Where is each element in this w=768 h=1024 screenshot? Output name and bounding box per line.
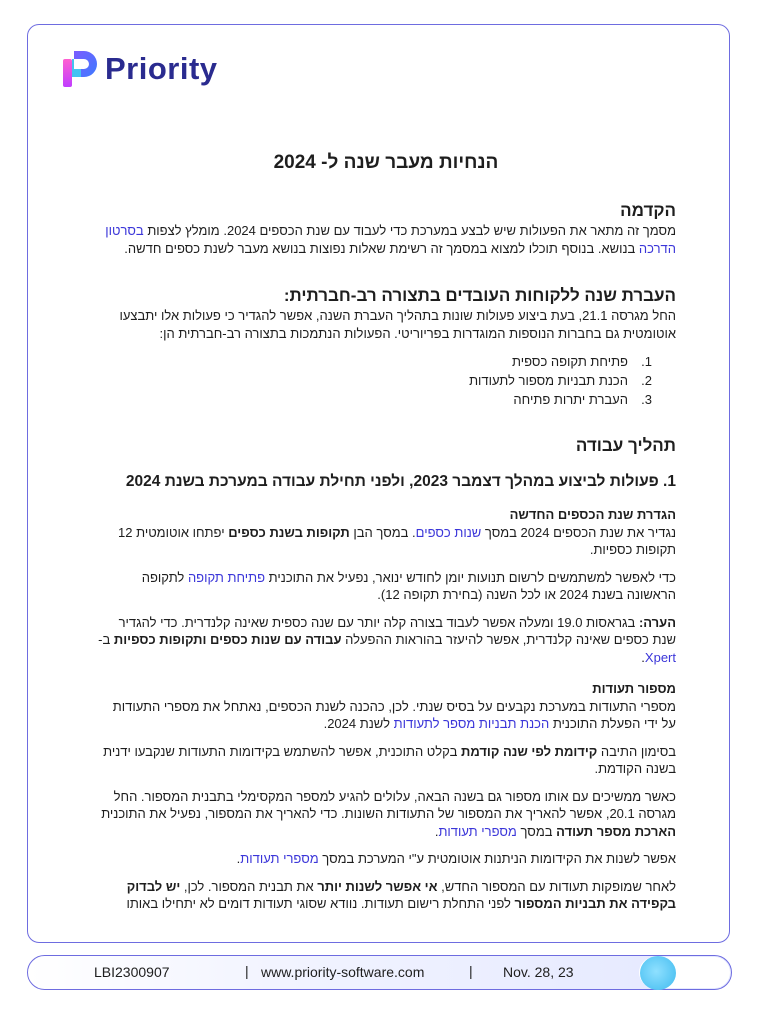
document-title: הנחיות מעבר שנה ל- 2024 xyxy=(273,152,499,173)
list-item: 1. פתיחת תקופה כספית xyxy=(512,354,652,369)
extend-numbering-paragraph: כאשר ממשיכים עם אותו מספור גם בשנה הבאה, עלולים להגיע למספר המקסימלי בתבנית המספור. החל מגרסה 20.1, אפשר להאריך את המספור של התעודות השונות. כדי להאריך את המספור, נפעיל את התוכנית הארכת מספר תעודה במסך מספרי תעודות. xyxy=(101,788,676,839)
multi-company-paragraph: החל מגרסה 21.1, בעת ביצוע פעולות שונות בתהליך העברת השנה, אפשר להגדיר כי פעולות אלו יתבצעו אוטומטית גם בחברות הנוספות המוגדרות בפריוריטי. הפעולות הנתמכות בתצורה רב-חברתית הן: xyxy=(119,308,676,341)
priority-logo xyxy=(62,50,218,88)
list-item: 2. הכנת תבניות מספור לתעודות xyxy=(469,373,652,388)
footer-url[interactable]: www.priority-software.com xyxy=(261,964,425,980)
note-paragraph: הערה: בגראסות 19.0 ומעלה אפשר לעבוד בצורה קלה יותר עם שנה כספית שאינה קלנדרית. כדי להגדיר שנת כספים שאינה קלנדרית, אפשר להיעזר בהוראות ההפעלה עבודה עם שנות כספים ותקופות כספיות ב- Xpert. xyxy=(98,614,676,665)
process-heading: תהליך עבודה xyxy=(575,436,676,455)
brand-name: Priority xyxy=(105,51,218,86)
footer-separator: | xyxy=(245,963,249,979)
multi-company-list xyxy=(96,352,676,409)
open-period-paragraph: כדי לאפשר למשתמשים לרשום תנועות יומן לחודש ינואר, נפעיל את התוכנית פתיחת תקופה לתקופה הראשונה בשנת 2024 או לכל השנה (בחירת תקופה 12). xyxy=(141,569,676,602)
footer-separator: | xyxy=(469,963,473,979)
document-body xyxy=(96,150,676,920)
intro-paragraph: מסמך זה מתאר את הפעולות שיש לבצע במערכת כדי לעבוד עם שנת הכספים 2024. מומלץ לצפות בסרטון הדרכה בנושא. בנוסף תוכלו למצוא במסמך זה רשימת שאלות נפוצות בנושא מעבר לשנת כספים חדשה. xyxy=(105,223,676,256)
xpert-link[interactable]: Xpert xyxy=(644,649,676,665)
numbering-warning-paragraph: לאחר שמופקות תעודות עם המספור החדש, אי אפשר לשנות יותר את תבנית המספור. לכן, יש לבדוק בקפידה את תבניות המספור לפני התחלת רישום תעודות. נוודא שסוגי תעודות דומים לא יתחילו באותו xyxy=(126,878,676,911)
doc-numbering-heading: מספור תעודות xyxy=(592,681,676,696)
doc-numbers-link-2[interactable]: מספרי תעודות xyxy=(240,851,319,866)
note-label: הערה: xyxy=(638,614,676,630)
fiscal-year-paragraph: נגדיר את שנת הכספים 2024 במסך שנות כספים. במסך הבן תקופות בשנת כספים יפתחו אוטומטית 12 תקופות כספיות. xyxy=(118,524,676,557)
fiscal-year-heading: הגדרת שנת הכספים החדשה xyxy=(509,507,676,522)
doc-numbers-link[interactable]: מספרי תעודות xyxy=(438,823,517,839)
fiscal-years-link[interactable]: שנות כספים xyxy=(415,524,482,540)
footer-dot-icon xyxy=(640,956,676,990)
multi-company-heading: העברת שנה ללקוחות העובדים בתצורה רב-חברתית: xyxy=(283,286,676,305)
doc-numbering-paragraph: מספרי התעודות במערכת נקבעים על בסיס שנתי. לכן, כהכנה לשנת הכספים, נאתחל את מספרי התעודות על ידי הפעלת התוכנית הכנת תבניות מספר לתעודות לשנת 2024. xyxy=(112,698,676,731)
numbering-templates-link[interactable]: הכנת תבניות מספר לתעודות xyxy=(393,716,550,731)
open-period-link[interactable]: פתיחת תקופה xyxy=(187,569,266,585)
footer-bar xyxy=(27,955,732,990)
list-item: 3. העברת יתרות פתיחה xyxy=(513,392,652,407)
training-video-link[interactable]: בסרטון הדרכה xyxy=(105,223,676,256)
process-subheading: 1. פעולות לביצוע במהלך דצמבר 2023, ולפני תחילת עבודה במערכת בשנת 2024 xyxy=(125,473,676,490)
footer-date: Nov. 28, 23 xyxy=(503,964,574,980)
change-prefix-paragraph: אפשר לשנות את הקידומות הניתנות אוטומטית ע"י המערכת במסך מספרי תעודות. xyxy=(236,851,676,866)
priority-logo-icon xyxy=(62,50,98,88)
intro-heading: הקדמה xyxy=(620,201,676,220)
prefix-paragraph: בסימון התיבה קידומת לפי שנה קודמת בקלט התוכנית, אפשר להשתמש בקידומות התעודות שנקבעו ידנית בשנה הקודמת. xyxy=(103,743,676,776)
footer-doc-id: LBI2300907 xyxy=(94,964,170,980)
